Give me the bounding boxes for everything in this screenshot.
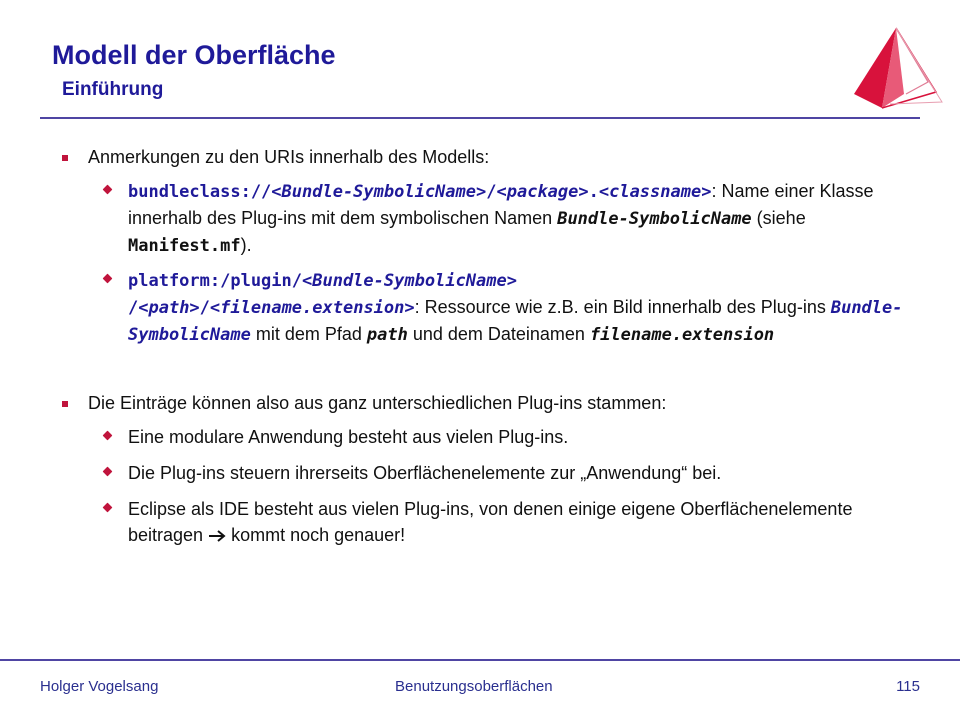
header-divider xyxy=(40,117,920,119)
uri-package-placeholder: <package> xyxy=(496,182,589,202)
sub-bullet-text: und dem Dateinamen xyxy=(407,324,590,344)
diamond-bullet-icon xyxy=(103,274,113,284)
sub-bullet-text: mit dem Pfad xyxy=(250,324,367,344)
uri-bsn-placeholder: <Bundle-SymbolicName> xyxy=(271,182,487,202)
diamond-bullet-icon xyxy=(103,503,113,513)
bullet-item-uris xyxy=(62,144,924,170)
sub-bullet-text: (siehe xyxy=(751,208,806,228)
path-term: path xyxy=(366,325,408,345)
sub-bullet-text: : Name einer Klasse innerhalb des Plug-ins mit dem symbolischen Namen xyxy=(128,181,874,228)
uri-path-placeholder: <path> xyxy=(138,298,200,318)
footer-page-number: 115 xyxy=(896,678,920,695)
sub-bullet-contribute xyxy=(100,460,924,486)
sub-bullet-text: kommt noch genauer! xyxy=(226,525,406,545)
uri-slash: / xyxy=(128,298,139,318)
bsn-term: Bundle-SymbolicName xyxy=(128,298,903,345)
sub-bullet-eclipse xyxy=(100,496,924,548)
slide-subtitle: Einführung xyxy=(62,79,164,100)
footer-divider xyxy=(0,659,960,661)
diamond-bullet-icon xyxy=(103,431,113,441)
bullet-item-plugins xyxy=(62,390,924,416)
diamond-bullet-icon xyxy=(103,467,113,477)
red-triangle-sail-logo xyxy=(846,22,944,110)
bullet-text: Anmerkungen zu den URIs innerhalb des Modells: xyxy=(88,147,490,167)
sub-bullet-platform-plugin xyxy=(100,267,924,348)
footer-author: Holger Vogelsang xyxy=(40,678,159,695)
uri-scheme-platform: platform:/plugin/ xyxy=(128,271,302,291)
slide-title: Modell der Oberfläche xyxy=(52,40,336,70)
uri-slash: / xyxy=(199,298,210,318)
diamond-bullet-icon xyxy=(103,185,113,195)
sub-bullet-bundleclass xyxy=(100,178,924,259)
sub-bullet-text: ). xyxy=(240,235,252,255)
manifest-file-name: Manifest.mf xyxy=(128,236,241,256)
square-bullet-icon xyxy=(62,401,68,407)
uri-slash: / xyxy=(486,182,497,202)
bullet-text: Die Einträge können also aus ganz unterschiedlichen Plug-ins stammen: xyxy=(88,393,667,413)
sub-bullet-text: Eclipse als IDE besteht aus vielen Plug-ins, von denen einige eigene Oberflächenelemente beitragen xyxy=(128,499,853,545)
uri-bsn-placeholder: <Bundle-SymbolicName> xyxy=(302,271,517,291)
filename-term: filename.extension xyxy=(589,325,775,345)
uri-scheme-bundleclass: bundleclass:// xyxy=(128,182,272,202)
sub-bullet-modular xyxy=(100,424,924,450)
square-bullet-icon xyxy=(62,155,68,161)
uri-filename-placeholder: <filename.extension> xyxy=(209,298,415,318)
slide-body xyxy=(62,144,924,548)
footer-course: Benutzungsoberflächen xyxy=(395,678,553,695)
right-arrow-icon xyxy=(208,530,226,542)
uri-classname-placeholder: <classname> xyxy=(598,182,712,202)
sub-bullet-text: Die Plug-ins steuern ihrerseits Oberflächenelemente zur „Anwendung“ bei. xyxy=(128,463,722,483)
uri-dot: . xyxy=(588,182,599,202)
sub-bullet-text: : Ressource wie z.B. ein Bild innerhalb des Plug-ins xyxy=(414,297,831,317)
bsn-term: Bundle-SymbolicName xyxy=(557,209,752,229)
sub-bullet-text: Eine modulare Anwendung besteht aus vielen Plug-ins. xyxy=(128,427,569,447)
